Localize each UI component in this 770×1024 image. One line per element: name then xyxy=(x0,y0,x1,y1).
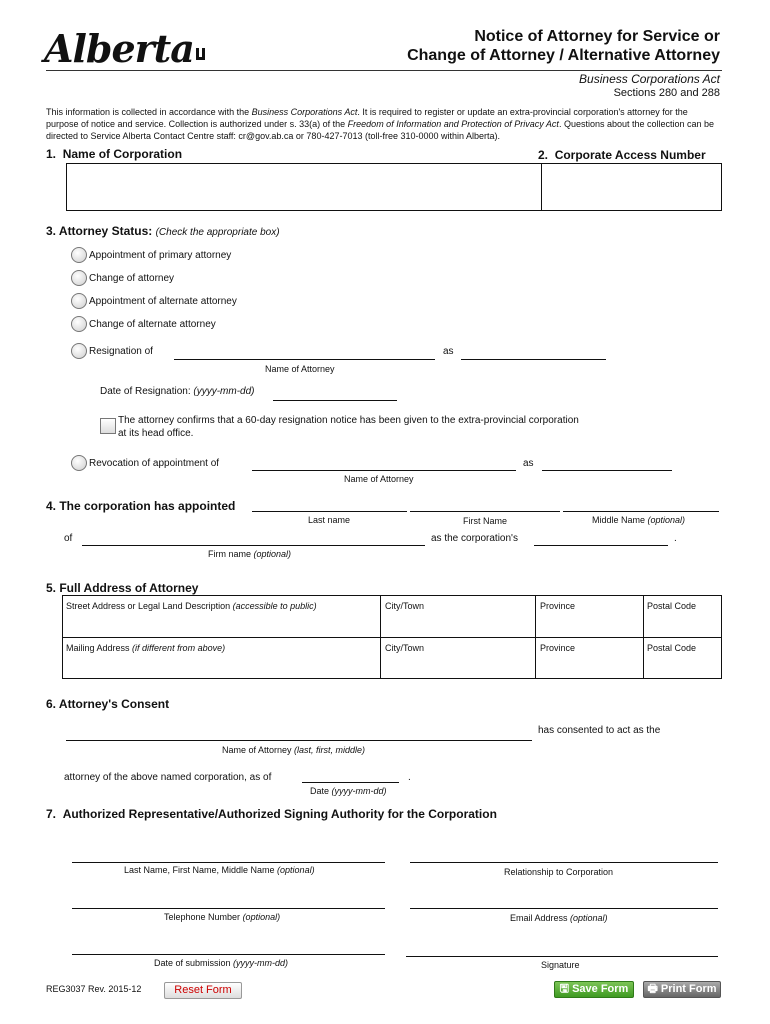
section4-period: . xyxy=(674,533,677,544)
resignation-role-input[interactable] xyxy=(461,359,606,360)
resignation-notice-label: The attorney confirms that a 60-day resignation notice has been given to the extra-provincial corporation at its head office. xyxy=(118,415,579,439)
header-divider xyxy=(46,70,722,71)
telephone-input[interactable] xyxy=(72,908,385,909)
address-col-divider-1 xyxy=(380,595,381,679)
option-change-alternate-label: Change of alternate attorney xyxy=(89,319,216,330)
revocation-role-input[interactable] xyxy=(542,470,672,471)
mailing-city-input[interactable]: City/Town xyxy=(385,643,425,653)
option-primary-attorney-label: Appointment of primary attorney xyxy=(89,250,232,261)
mailing-province-input[interactable]: Province xyxy=(540,643,576,653)
section1-label: 1. Name of Corporation xyxy=(46,147,183,161)
consent-date-input[interactable] xyxy=(302,782,399,783)
radio-change-alternate[interactable] xyxy=(71,316,87,332)
reset-form-button[interactable]: Reset Form xyxy=(164,982,242,999)
resignation-as-label: as xyxy=(443,346,454,357)
email-input[interactable] xyxy=(410,908,718,909)
signature-caption: Signature xyxy=(541,960,580,970)
section2-label: 2. Corporate Access Number xyxy=(538,148,706,162)
submission-date-input[interactable] xyxy=(72,954,385,955)
attorney-of-label: attorney of the above named corporation, as of xyxy=(64,772,272,783)
street-postal-input[interactable]: Postal Code xyxy=(647,601,697,611)
consent-name-caption: Name of Attorney (last, first, middle) xyxy=(222,745,366,755)
first-name-caption: First Name xyxy=(463,516,508,526)
form-id: REG3037 Rev. 2015-12 xyxy=(46,984,142,994)
middle-name-input[interactable] xyxy=(563,511,719,512)
revocation-attorney-name-input[interactable] xyxy=(252,470,516,471)
save-icon: 🖫 xyxy=(559,983,570,995)
title-line2: Change of Attorney / Alternative Attorney xyxy=(407,47,720,64)
relationship-input[interactable] xyxy=(410,862,718,863)
resignation-notice-checkbox[interactable] xyxy=(100,418,116,434)
of-label: of xyxy=(64,533,73,544)
address-row-divider xyxy=(62,637,722,638)
option-change-attorney-label: Change of attorney xyxy=(89,273,175,284)
radio-resignation[interactable] xyxy=(71,343,87,359)
telephone-caption: Telephone Number (optional) xyxy=(164,912,281,922)
consent-attorney-name-input[interactable] xyxy=(66,740,532,741)
first-name-input[interactable] xyxy=(410,511,560,512)
last-name-input[interactable] xyxy=(252,511,407,512)
resignation-date-label: Date of Resignation: (yyyy-mm-dd) xyxy=(100,386,255,397)
resignation-attorney-name-input[interactable] xyxy=(174,359,435,360)
firm-name-caption: Firm name (optional) xyxy=(208,549,292,559)
revocation-name-caption: Name of Attorney xyxy=(344,474,414,484)
email-caption: Email Address (optional) xyxy=(510,913,608,923)
title-line1: Notice of Attorney for Service or xyxy=(474,28,720,45)
option-revocation-label: Revocation of appointment of xyxy=(89,458,220,469)
last-name-caption: Last name xyxy=(308,515,351,525)
alberta-logo: Alberta xyxy=(44,26,205,71)
act-sections: Sections 280 and 288 xyxy=(613,87,720,99)
section4-label: 4. The corporation has appointed xyxy=(46,499,236,513)
privacy-statement: This information is collected in accordance with the Business Corporations Act. It is required to register or update an extra-provincial corporation's attorney for the purpose of notice and service. Collection is authorized under s. 33(a) of the Freedom of Information and Protection of Privacy Act. Questions about the collection can be directed to Service Alberta Contact Centre staff: cr@gov.ab.ca or 780-427-7013 (toll-free 310-0000 within Alberta). xyxy=(46,107,715,141)
section5-label: 5. Full Address of Attorney xyxy=(46,581,199,595)
corporation-name-input[interactable] xyxy=(66,163,542,211)
section6-label: 6. Attorney's Consent xyxy=(46,697,170,711)
logo-mark-icon xyxy=(196,48,205,60)
form-title xyxy=(407,27,720,65)
firm-name-input[interactable] xyxy=(82,545,425,546)
attorney-role-input[interactable] xyxy=(534,545,668,546)
section6-period: . xyxy=(408,772,411,783)
address-col-divider-3 xyxy=(643,595,644,679)
save-form-button[interactable]: 🖫 Save Form xyxy=(554,981,634,998)
radio-change-attorney[interactable] xyxy=(71,270,87,286)
act-name: Business Corporations Act xyxy=(579,72,720,86)
rep-name-input[interactable] xyxy=(72,862,385,863)
mailing-address-input[interactable]: Mailing Address (if different from above) xyxy=(66,643,226,653)
rep-name-caption: Last Name, First Name, Middle Name (optional) xyxy=(124,865,315,875)
resignation-date-input[interactable] xyxy=(273,400,397,401)
section3-label: 3. Attorney Status: (Check the appropriate box) xyxy=(46,224,280,238)
relationship-caption: Relationship to Corporation xyxy=(504,867,614,877)
street-address-input[interactable]: Street Address or Legal Land Description (accessible to public) xyxy=(66,601,317,611)
print-form-button[interactable]: 🖶 Print Form xyxy=(643,981,721,998)
street-province-input[interactable]: Province xyxy=(540,601,576,611)
option-alternate-attorney-label: Appointment of alternate attorney xyxy=(89,296,237,307)
as-corporations-label: as the corporation's xyxy=(431,533,518,544)
option-resignation-label: Resignation of xyxy=(89,346,153,357)
signature-input[interactable] xyxy=(406,956,718,957)
resignation-name-caption: Name of Attorney xyxy=(265,364,335,374)
section7-label: 7. Authorized Representative/Authorized Signing Authority for the Corporation xyxy=(46,807,497,821)
radio-primary-attorney[interactable] xyxy=(71,247,87,263)
corporate-access-number-input[interactable] xyxy=(541,163,722,211)
street-city-input[interactable]: City/Town xyxy=(385,601,425,611)
consent-date-caption: Date (yyyy-mm-dd) xyxy=(310,786,387,796)
submission-date-caption: Date of submission (yyyy-mm-dd) xyxy=(154,958,289,968)
consented-label: has consented to act as the xyxy=(538,725,661,736)
print-icon: 🖶 xyxy=(647,983,658,995)
radio-alternate-attorney[interactable] xyxy=(71,293,87,309)
mailing-postal-input[interactable]: Postal Code xyxy=(647,643,697,653)
middle-name-caption: Middle Name (optional) xyxy=(592,515,686,525)
radio-revocation[interactable] xyxy=(71,455,87,471)
address-col-divider-2 xyxy=(535,595,536,679)
revocation-as-label: as xyxy=(523,458,534,469)
